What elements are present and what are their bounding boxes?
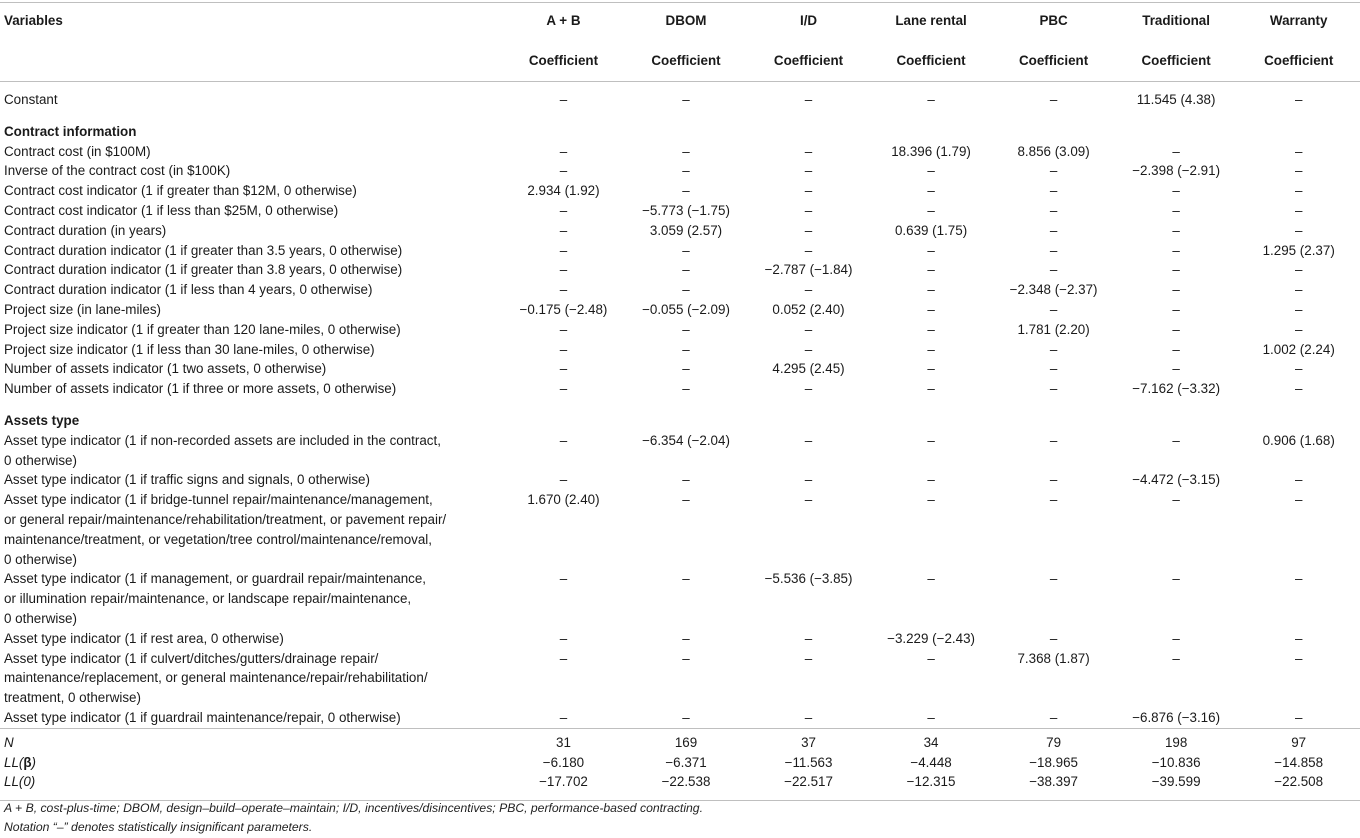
coefficient-cell: −6.354 (−2.04) <box>642 432 730 448</box>
coefficient-cell: −0.055 (−2.09) <box>642 301 730 317</box>
coefficient-cell: – <box>682 163 690 179</box>
coefficient-cell: – <box>1294 381 1303 397</box>
coefficient-cell: – <box>804 222 813 238</box>
coefficient-cell: – <box>1172 321 1180 337</box>
coefficient-cell: −22.508 <box>1237 772 1360 800</box>
coefficient-cell: – <box>804 650 813 666</box>
coefficient-cell: – <box>1049 341 1058 357</box>
coefficient-cell: – <box>927 571 935 587</box>
subheader-coefficient: Coefficient <box>870 45 993 82</box>
coefficient-cell: −3.229 (−2.43) <box>887 630 975 646</box>
coefficient-cell: – <box>1049 202 1058 218</box>
subheader-coefficient: Coefficient <box>1115 45 1238 82</box>
stat-label-suffix: ) <box>31 754 37 770</box>
coefficient-cell: – <box>1294 301 1303 317</box>
coefficient-cell: – <box>804 321 813 337</box>
coefficient-cell: – <box>1172 492 1180 508</box>
coefficient-cell: – <box>1172 222 1180 238</box>
header-model: Lane rental <box>870 3 993 46</box>
coefficient-cell: −10.836 <box>1151 754 1201 770</box>
variable-label: Contract cost (in $100M) <box>4 143 151 159</box>
stat-row <box>0 753 1360 773</box>
section-row <box>0 110 1360 142</box>
coefficient-cell: – <box>804 92 813 107</box>
coefficient-cell: – <box>1294 282 1303 298</box>
table-body <box>0 82 1360 801</box>
table-row <box>0 708 1360 728</box>
coefficient-cell: −38.397 <box>992 772 1115 800</box>
stat-label-beta: β <box>23 754 32 770</box>
table-row <box>0 161 1360 181</box>
coefficient-cell: −39.599 <box>1115 772 1238 800</box>
coefficient-cell: −5.536 (−3.85) <box>764 571 853 587</box>
coefficient-cell: 2.934 (1.92) <box>527 183 600 199</box>
coefficient-cell: 3.059 (2.57) <box>649 222 723 238</box>
stat-row <box>0 772 1360 800</box>
coefficient-table <box>0 2 1360 801</box>
coefficient-cell: – <box>682 92 690 107</box>
subheader-coefficient: Coefficient <box>502 45 625 82</box>
variable-label: Project size indicator (1 if less than 30 lane-miles, 0 otherwise) <box>4 341 375 357</box>
coefficient-cell: −2.348 (−2.37) <box>1009 282 1098 298</box>
coefficient-cell: – <box>1294 709 1303 725</box>
coefficient-cell: – <box>559 282 568 298</box>
header-model: A + B <box>502 3 625 46</box>
coefficient-cell: – <box>682 341 690 357</box>
coefficient-cell: – <box>927 650 935 666</box>
coefficient-cell: 8.856 (3.09) <box>1017 143 1090 159</box>
coefficient-cell: – <box>559 143 568 159</box>
section-title: Assets type <box>4 412 80 428</box>
coefficient-cell: – <box>559 341 568 357</box>
variable-label: Contract duration (in years) <box>4 222 167 238</box>
variable-label-line: or general repair/maintenance/rehabilitation/treatment, or pavement repair/ <box>4 511 447 527</box>
table-row <box>0 629 1360 649</box>
table-row <box>0 142 1360 162</box>
coefficient-cell: −6.876 (−3.16) <box>1132 709 1221 725</box>
coefficient-cell: 31 <box>502 728 625 752</box>
coefficient-cell: – <box>682 492 690 508</box>
variable-label-line: maintenance/treatment, or vegetation/tree control/maintenance/removal, <box>4 531 432 547</box>
coefficient-cell: – <box>559 321 568 337</box>
variable-label: Project size (in lane-miles) <box>4 301 162 317</box>
variable-label: Contract duration indicator (1 if less than 4 years, 0 otherwise) <box>4 282 373 298</box>
coefficient-cell: – <box>1172 143 1180 159</box>
coefficient-cell: – <box>1049 381 1058 397</box>
coefficient-cell: – <box>1294 472 1303 488</box>
coefficient-cell: – <box>804 242 813 258</box>
coefficient-cell: – <box>804 143 813 159</box>
coefficient-cell: – <box>927 709 935 725</box>
coefficient-cell: – <box>682 242 690 258</box>
coefficient-cell: – <box>559 381 568 397</box>
coefficient-cell: – <box>1049 571 1058 587</box>
coefficient-cell: – <box>804 472 813 488</box>
variable-label <box>0 470 502 490</box>
coefficient-cell: – <box>559 202 568 218</box>
variable-label-line: Asset type indicator (1 if rest area, 0 otherwise) <box>4 630 284 646</box>
coefficient-cell: – <box>1049 262 1058 278</box>
coefficient-cell: – <box>1049 92 1058 107</box>
coefficient-cell: −11.563 <box>784 754 833 770</box>
section-row <box>0 399 1360 431</box>
variable-label: Contract cost indicator (1 if greater than $12M, 0 otherwise) <box>4 183 357 199</box>
variable-label <box>0 649 502 708</box>
coefficient-cell: – <box>927 262 935 278</box>
coefficient-cell: −17.702 <box>502 772 625 800</box>
coefficient-cell: – <box>927 92 935 107</box>
coefficient-cell: – <box>559 472 568 488</box>
coefficient-cell: 1.781 (2.20) <box>1017 321 1090 337</box>
coefficient-cell: – <box>1294 262 1303 278</box>
coefficient-cell: – <box>1172 202 1180 218</box>
coefficient-cell: – <box>559 650 568 666</box>
coefficient-cell: – <box>804 709 813 725</box>
footnote-abbreviations: A + B, cost-plus-time; DBOM, design–build–operate–maintain; I/D, incentives/disincentives; PBC, performance-based contracting. <box>4 801 703 815</box>
coefficient-cell: 0.906 (1.68) <box>1262 432 1335 448</box>
coefficient-cell: – <box>1172 262 1180 278</box>
coefficient-cell: – <box>559 242 568 258</box>
coefficient-cell: – <box>927 361 935 377</box>
section-title: Contract information <box>4 123 137 139</box>
coefficient-cell: – <box>927 202 935 218</box>
variable-label: Contract cost indicator (1 if less than $25M, 0 otherwise) <box>4 202 339 218</box>
table-row <box>0 221 1360 241</box>
variable-label: Project size indicator (1 if greater than 120 lane-miles, 0 otherwise) <box>4 321 401 337</box>
coefficient-cell: – <box>1049 242 1058 258</box>
variable-label <box>0 431 502 471</box>
coefficient-cell: – <box>682 262 690 278</box>
coefficient-cell: – <box>1049 301 1058 317</box>
table-row <box>0 82 1360 110</box>
stat-row <box>0 728 1360 752</box>
coefficient-cell: −6.180 <box>542 754 585 770</box>
coefficient-cell: – <box>682 321 690 337</box>
coefficient-cell: – <box>559 222 568 238</box>
variable-label: Contract duration indicator (1 if greater than 3.5 years, 0 otherwise) <box>4 242 403 258</box>
table-row <box>0 431 1360 471</box>
coefficient-cell: – <box>927 183 935 199</box>
coefficient-cell: – <box>1294 321 1303 337</box>
coefficient-cell: – <box>559 361 568 377</box>
coefficient-cell: – <box>682 650 690 666</box>
coefficient-cell: 97 <box>1237 728 1360 752</box>
coefficient-cell: – <box>1049 709 1058 725</box>
coefficient-cell: – <box>559 571 568 587</box>
subheader-coefficient: Coefficient <box>747 45 870 82</box>
coefficient-cell: – <box>1049 630 1058 646</box>
coefficient-cell: – <box>804 163 813 179</box>
subheader-coefficient: Coefficient <box>1237 45 1360 82</box>
coefficient-cell: −22.538 <box>625 772 748 800</box>
coefficient-cell: – <box>1294 92 1303 107</box>
table-row <box>0 280 1360 300</box>
coefficient-cell: – <box>1294 163 1303 179</box>
coefficient-cell: – <box>1172 650 1180 666</box>
variable-label-line: Asset type indicator (1 if bridge-tunnel repair/maintenance/management, <box>4 492 433 508</box>
table-row <box>0 181 1360 201</box>
coefficient-cell: −22.517 <box>747 772 870 800</box>
coefficient-cell: – <box>927 492 935 508</box>
coefficient-cell: – <box>1294 492 1303 508</box>
variable-label: Constant <box>4 92 58 107</box>
coefficient-cell: −14.858 <box>1274 754 1324 770</box>
coefficient-cell: – <box>927 321 935 337</box>
coefficient-cell: −5.773 (−1.75) <box>642 202 730 218</box>
coefficient-cell: – <box>559 92 568 107</box>
coefficient-cell: – <box>927 242 935 258</box>
coefficient-cell: – <box>1294 361 1303 377</box>
coefficient-cell: – <box>927 472 935 488</box>
coefficient-cell: −7.162 (−3.32) <box>1132 381 1221 397</box>
coefficient-cell: – <box>927 282 935 298</box>
variable-label-line: 0 otherwise) <box>4 452 77 468</box>
coefficient-cell: – <box>804 630 813 646</box>
coefficient-cell: – <box>1049 183 1058 199</box>
coefficient-cell: – <box>804 282 813 298</box>
variable-label-line: treatment, 0 otherwise) <box>4 690 141 706</box>
coefficient-cell: – <box>1172 242 1180 258</box>
coefficient-cell: – <box>682 361 690 377</box>
header-model: PBC <box>992 3 1115 46</box>
coefficient-cell: – <box>804 341 813 357</box>
coefficient-cell: – <box>1172 630 1180 646</box>
coefficient-cell: – <box>682 709 690 725</box>
coefficient-cell: – <box>927 432 935 448</box>
header-model: DBOM <box>625 3 748 46</box>
table-row <box>0 260 1360 280</box>
coefficient-cell: – <box>1172 301 1180 317</box>
coefficient-cell: – <box>1172 282 1180 298</box>
variable-label: Inverse of the contract cost (in $100K) <box>4 163 231 179</box>
coefficient-cell: – <box>682 630 690 646</box>
stat-label: LL(0) <box>0 772 502 800</box>
coefficient-cell: – <box>1172 183 1180 199</box>
variable-label <box>0 569 502 628</box>
coefficient-cell: 37 <box>747 728 870 752</box>
coefficient-cell: – <box>804 432 813 448</box>
coefficient-cell: – <box>927 341 935 357</box>
coefficient-cell: – <box>1049 472 1058 488</box>
table-row <box>0 241 1360 261</box>
coefficient-cell: – <box>1294 650 1303 666</box>
variable-label-line: maintenance/replacement, or general maintenance/repair/rehabilitation/ <box>4 670 428 686</box>
variable-label-line: Asset type indicator (1 if culvert/ditches/gutters/drainage repair/ <box>4 650 379 666</box>
coefficient-cell: – <box>927 163 935 179</box>
header-row <box>0 3 1360 46</box>
coefficient-cell: – <box>1172 341 1180 357</box>
coefficient-cell: – <box>559 432 568 448</box>
coefficient-cell: – <box>682 571 690 587</box>
coefficient-cell: −4.448 <box>910 754 952 770</box>
stat-label <box>0 753 502 773</box>
coefficient-cell: 1.295 (2.37) <box>1262 242 1335 258</box>
coefficient-cell: – <box>1049 222 1058 238</box>
coefficient-cell: 0.052 (2.40) <box>772 301 845 317</box>
coefficient-cell: – <box>1049 163 1058 179</box>
coefficient-cell: 198 <box>1115 728 1238 752</box>
coefficient-cell: 4.295 (2.45) <box>772 361 845 377</box>
table-row <box>0 320 1360 340</box>
coefficient-cell: – <box>559 709 568 725</box>
footnote-notation: Notation “–” denotes statistically insignificant parameters. <box>4 820 313 834</box>
variable-label <box>0 490 502 569</box>
coefficient-cell: – <box>1294 183 1303 199</box>
coefficient-cell: 34 <box>870 728 993 752</box>
coefficient-cell: – <box>1172 361 1180 377</box>
subheader-empty <box>0 45 502 82</box>
coefficient-cell: – <box>1294 143 1303 159</box>
coefficient-cell: – <box>559 262 568 278</box>
variable-label-line: or illumination repair/maintenance, or landscape repair/maintenance, <box>4 591 412 607</box>
coefficient-cell: −4.472 (−3.15) <box>1132 472 1221 488</box>
coefficient-cell: – <box>1049 492 1058 508</box>
coefficient-cell: – <box>1294 202 1303 218</box>
table-row <box>0 649 1360 708</box>
coefficient-cell: −2.398 (−2.91) <box>1132 163 1221 179</box>
variable-label: Number of assets indicator (1 two assets, 0 otherwise) <box>4 361 327 377</box>
coefficient-cell: – <box>804 202 813 218</box>
coefficient-cell: – <box>1172 571 1180 587</box>
header-variables: Variables <box>0 3 502 46</box>
coefficient-cell: – <box>559 163 568 179</box>
coefficient-cell: – <box>559 630 568 646</box>
variable-label: Number of assets indicator (1 if three or more assets, 0 otherwise) <box>4 381 397 397</box>
coefficient-cell: 79 <box>992 728 1115 752</box>
coefficient-cell: −12.315 <box>870 772 993 800</box>
variable-label: Contract duration indicator (1 if greater than 3.8 years, 0 otherwise) <box>4 262 403 278</box>
coefficient-cell: −18.965 <box>1029 754 1078 770</box>
variable-label-line: 0 otherwise) <box>4 610 77 626</box>
coefficient-cell: – <box>804 183 813 199</box>
variable-label <box>0 708 502 728</box>
coefficient-cell: – <box>804 381 813 397</box>
variable-label-line: Asset type indicator (1 if guardrail maintenance/repair, 0 otherwise) <box>4 709 401 725</box>
table-row <box>0 490 1360 569</box>
coefficient-cell: – <box>1049 432 1058 448</box>
table-row <box>0 340 1360 360</box>
header-model: I/D <box>747 3 870 46</box>
coefficient-cell: – <box>682 381 690 397</box>
coefficient-cell: – <box>682 282 690 298</box>
coefficient-cell: – <box>1172 432 1180 448</box>
coefficient-cell: – <box>1294 222 1303 238</box>
coefficient-cell: – <box>1294 571 1303 587</box>
coefficient-cell: 11.545 (4.38) <box>1136 92 1216 107</box>
coefficient-cell: 1.002 (2.24) <box>1262 341 1335 357</box>
coefficient-cell: – <box>927 301 935 317</box>
table-row <box>0 300 1360 320</box>
variable-label-line: Asset type indicator (1 if traffic signs and signals, 0 otherwise) <box>4 472 370 488</box>
coefficient-cell: – <box>682 143 690 159</box>
subheader-coefficient: Coefficient <box>992 45 1115 82</box>
variable-label <box>0 629 502 649</box>
coefficient-cell: −0.175 (−2.48) <box>519 301 608 317</box>
coefficient-cell: 7.368 (1.87) <box>1017 650 1090 666</box>
coefficient-cell: – <box>682 472 690 488</box>
coefficient-cell: −6.371 <box>665 754 707 770</box>
coefficient-cell: 169 <box>625 728 748 752</box>
coefficient-cell: 18.396 (1.79) <box>891 143 971 159</box>
header-model: Warranty <box>1237 3 1360 46</box>
coefficient-cell: – <box>682 183 690 199</box>
coefficient-cell: −2.787 (−1.84) <box>764 262 853 278</box>
coefficient-cell: 0.639 (1.75) <box>894 222 968 238</box>
stat-label-prefix: LL( <box>4 754 24 770</box>
stat-label: N <box>0 728 502 752</box>
table-row <box>0 379 1360 399</box>
table-row <box>0 569 1360 628</box>
subheader-row <box>0 45 1360 82</box>
coefficient-cell: – <box>804 492 813 508</box>
variable-label-line: Asset type indicator (1 if management, or guardrail repair/maintenance, <box>4 571 427 587</box>
subheader-coefficient: Coefficient <box>625 45 748 82</box>
variable-label-line: 0 otherwise) <box>4 551 77 567</box>
coefficient-cell: – <box>1049 361 1058 377</box>
coefficient-cell: – <box>927 381 935 397</box>
table-row <box>0 470 1360 490</box>
variable-label-line: Asset type indicator (1 if non-recorded assets are included in the contract, <box>4 432 441 448</box>
table-row <box>0 201 1360 221</box>
header-model: Traditional <box>1115 3 1238 46</box>
coefficient-cell: – <box>1294 630 1303 646</box>
coefficient-cell: 1.670 (2.40) <box>527 492 600 508</box>
table-row <box>0 359 1360 379</box>
